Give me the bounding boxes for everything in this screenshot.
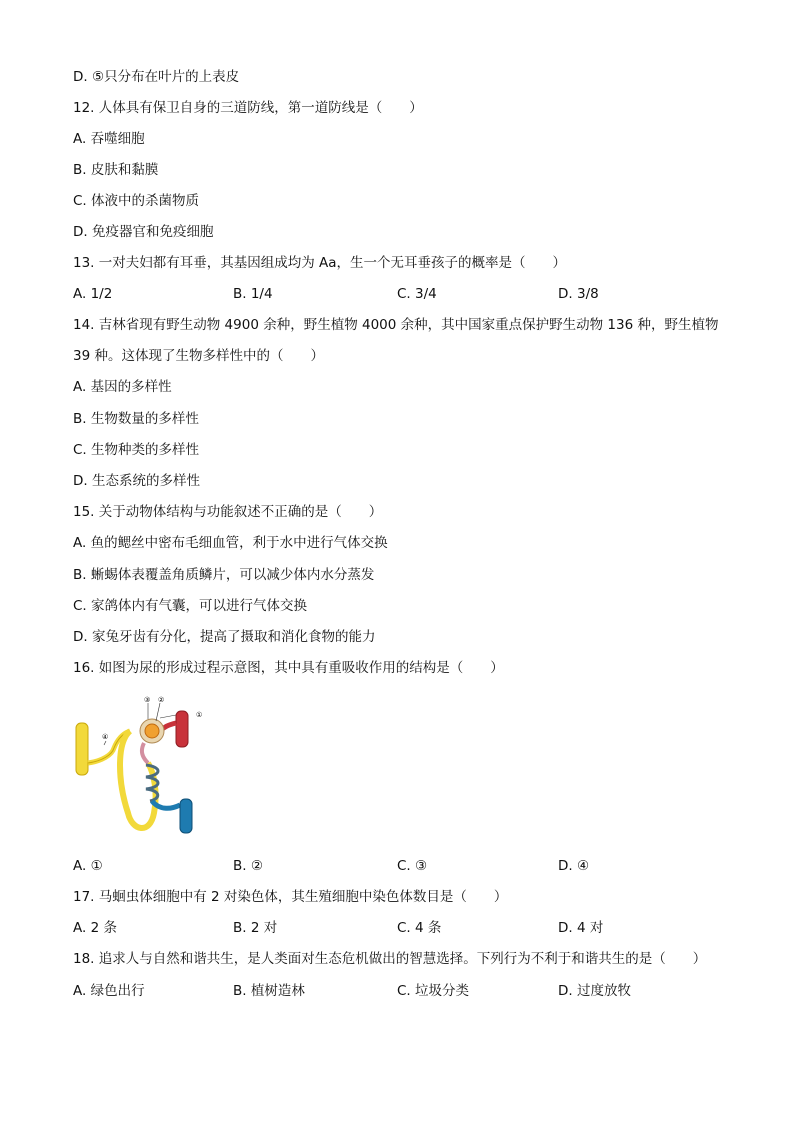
text-line-q17: 17. 马蛔虫体细胞中有 2 对染色体，其生殖细胞中染色体数目是（ ） <box>73 889 508 905</box>
q17-options-d: D. 4 对 <box>558 920 604 936</box>
q13-options-b: B. 1/4 <box>233 286 273 302</box>
text-line-q11d: D. ⑤只分布在叶片的上表皮 <box>73 69 240 85</box>
q17-options-b: B. 2 对 <box>233 920 278 936</box>
figure-label-1: ① <box>196 711 203 719</box>
q13-options-d: D. 3/8 <box>558 286 599 302</box>
text-line-q12b: B. 皮肤和黏膜 <box>73 162 159 178</box>
q17-options-a: A. 2 条 <box>73 920 117 936</box>
text-line-q15: 15. 关于动物体结构与功能叙述不正确的是（ ） <box>73 504 383 520</box>
figure-label-2: ② <box>158 696 165 704</box>
q17-options-c: C. 4 条 <box>397 920 442 936</box>
text-line-q15b: B. 蜥蜴体表覆盖角质鳞片，可以减少体内水分蒸发 <box>73 567 375 583</box>
q18-options-b: B. 植树造林 <box>233 983 305 999</box>
text-line-q15c: C. 家鸽体内有气囊，可以进行气体交换 <box>73 598 308 614</box>
q16-options-b: B. ② <box>233 858 263 874</box>
text-line-q14b: 39 种。这体现了生物多样性中的（ ） <box>73 348 324 364</box>
q18-options-a: A. 绿色出行 <box>73 983 145 999</box>
q13-options-c: C. 3/4 <box>397 286 437 302</box>
text-line-q14oa: A. 基因的多样性 <box>73 379 172 395</box>
text-line-q14oc: C. 生物种类的多样性 <box>73 442 200 458</box>
text-line-q14od: D. 生态系统的多样性 <box>73 473 200 489</box>
q16-options-d: D. ④ <box>558 858 590 874</box>
text-line-q12c: C. 体液中的杀菌物质 <box>73 193 200 209</box>
text-line-q16: 16. 如图为尿的形成过程示意图，其中具有重吸收作用的结构是（ ） <box>73 660 504 676</box>
text-line-q14a: 14. 吉林省现有野生动物 4900 余种，野生植物 4000 余种，其中国家重点保护野生动物 136 种，野生植物 <box>73 317 719 333</box>
text-line-q14ob: B. 生物数量的多样性 <box>73 411 199 427</box>
q16-options-c: C. ③ <box>397 858 428 874</box>
text-line-q13: 13. 一对夫妇都有耳垂，其基因组成均为 Aa，生一个无耳垂孩子的概率是（ ） <box>73 255 567 271</box>
q18-options-d: D. 过度放牧 <box>558 983 631 999</box>
figure-label-3: ③ <box>144 696 151 704</box>
figure-label-4: ④ <box>102 733 109 741</box>
urine-formation-diagram <box>72 693 212 839</box>
text-line-q18: 18. 追求人与自然和谐共生，是人类面对生态危机做出的智慧选择。下列行为不利于和谐共生的是（ ） <box>73 951 707 967</box>
text-line-q15d: D. 家兔牙齿有分化，提高了摄取和消化食物的能力 <box>73 629 376 645</box>
text-line-q12d: D. 免疫器官和免疫细胞 <box>73 224 214 240</box>
q13-options-a: A. 1/2 <box>73 286 113 302</box>
q18-options-c: C. 垃圾分类 <box>397 983 470 999</box>
text-line-q12a: A. 吞噬细胞 <box>73 131 145 147</box>
q16-options-a: A. ① <box>73 858 103 874</box>
text-line-q12: 12. 人体具有保卫自身的三道防线，第一道防线是（ ） <box>73 100 423 116</box>
text-line-q15a: A. 鱼的鳃丝中密布毛细血管，利于水中进行气体交换 <box>73 535 388 551</box>
